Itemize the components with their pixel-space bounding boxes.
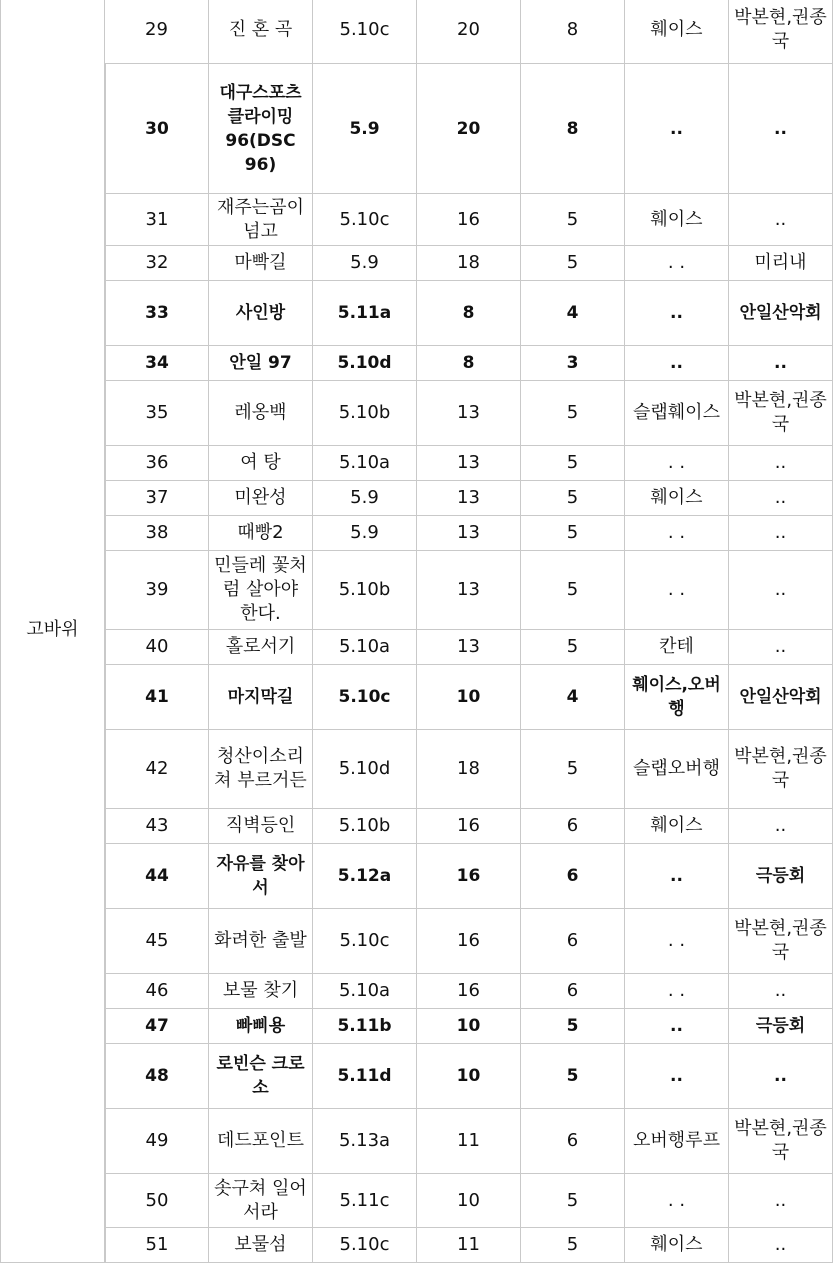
location-cell: 고바위 [0, 0, 105, 1263]
route-grade: 5.11b [313, 1009, 417, 1044]
route-grade: 5.11d [313, 1044, 417, 1109]
route-developer: .. [729, 516, 833, 551]
route-bolts: 5 [521, 194, 625, 246]
route-number: 32 [105, 246, 209, 281]
route-grade: 5.10c [313, 909, 417, 974]
route-feature: .. [625, 346, 729, 381]
route-bolts: 5 [521, 1044, 625, 1109]
route-developer: 박본현,권종국 [729, 909, 833, 974]
table-row [0, 1009, 833, 1044]
route-length: 13 [417, 381, 521, 446]
route-developer: .. [729, 1044, 833, 1109]
table-row [0, 516, 833, 551]
route-developer: 박본현,권종국 [729, 730, 833, 809]
route-feature: .. [625, 64, 729, 194]
route-number: 30 [105, 64, 209, 194]
table-row [0, 246, 833, 281]
route-grade: 5.10b [313, 381, 417, 446]
route-length: 13 [417, 551, 521, 630]
route-bolts: 6 [521, 974, 625, 1009]
route-number: 50 [105, 1174, 209, 1228]
route-grade: 5.10c [313, 0, 417, 64]
route-length: 13 [417, 481, 521, 516]
route-length: 13 [417, 516, 521, 551]
route-feature: 칸테 [625, 630, 729, 665]
table-row [0, 809, 833, 844]
route-bolts: 5 [521, 1228, 625, 1263]
route-feature: 훼이스 [625, 194, 729, 246]
route-name: 홀로서기 [209, 630, 313, 665]
route-length: 8 [417, 346, 521, 381]
table-row [0, 381, 833, 446]
route-bolts: 4 [521, 281, 625, 346]
route-number: 47 [105, 1009, 209, 1044]
route-name: 자유를 찾아서 [209, 844, 313, 909]
route-grade: 5.9 [313, 516, 417, 551]
route-feature: 훼이스 [625, 1228, 729, 1263]
route-feature: 훼이스 [625, 809, 729, 844]
route-developer: .. [729, 1228, 833, 1263]
route-number: 46 [105, 974, 209, 1009]
route-length: 16 [417, 809, 521, 844]
route-developer: 안일산악회 [729, 665, 833, 730]
route-grade: 5.9 [313, 246, 417, 281]
route-name: 레옹백 [209, 381, 313, 446]
table-row [0, 1044, 833, 1109]
route-length: 20 [417, 64, 521, 194]
route-bolts: 8 [521, 0, 625, 64]
route-developer: .. [729, 194, 833, 246]
route-name: 보물섬 [209, 1228, 313, 1263]
route-number: 45 [105, 909, 209, 974]
table-row [0, 909, 833, 974]
route-number: 42 [105, 730, 209, 809]
route-number: 43 [105, 809, 209, 844]
route-grade: 5.10a [313, 630, 417, 665]
table-row [0, 0, 833, 64]
route-bolts: 5 [521, 516, 625, 551]
route-developer: .. [729, 64, 833, 194]
route-name: 때빵2 [209, 516, 313, 551]
route-grade: 5.11c [313, 1174, 417, 1228]
route-grade: 5.9 [313, 481, 417, 516]
route-feature: 훼이스 [625, 0, 729, 64]
route-developer: 박본현,권종국 [729, 1109, 833, 1174]
route-feature: . . [625, 909, 729, 974]
route-grade: 5.10c [313, 194, 417, 246]
route-length: 20 [417, 0, 521, 64]
route-developer: .. [729, 446, 833, 481]
route-grade: 5.10a [313, 974, 417, 1009]
route-name: 사인방 [209, 281, 313, 346]
route-number: 29 [105, 0, 209, 64]
route-length: 10 [417, 1044, 521, 1109]
route-number: 36 [105, 446, 209, 481]
route-number: 48 [105, 1044, 209, 1109]
route-name: 대구스포츠클라이밍96(DSC 96) [209, 64, 313, 194]
table-row [0, 551, 833, 630]
route-grade: 5.9 [313, 64, 417, 194]
route-number: 34 [105, 346, 209, 381]
route-length: 11 [417, 1228, 521, 1263]
route-name: 보물 찾기 [209, 974, 313, 1009]
route-developer: 박본현,권종국 [729, 381, 833, 446]
table-row [0, 64, 833, 194]
route-feature: . . [625, 974, 729, 1009]
route-bolts: 5 [521, 730, 625, 809]
route-grade: 5.12a [313, 844, 417, 909]
route-developer: .. [729, 809, 833, 844]
route-feature: 오버행루프 [625, 1109, 729, 1174]
route-length: 8 [417, 281, 521, 346]
route-number: 37 [105, 481, 209, 516]
route-grade: 5.13a [313, 1109, 417, 1174]
table-row [0, 281, 833, 346]
route-developer: 박본현,권종국 [729, 0, 833, 64]
route-developer: 극등회 [729, 1009, 833, 1044]
route-length: 10 [417, 665, 521, 730]
route-length: 16 [417, 844, 521, 909]
route-developer: .. [729, 630, 833, 665]
route-name: 여 탕 [209, 446, 313, 481]
route-length: 13 [417, 446, 521, 481]
route-feature: 훼이스 [625, 481, 729, 516]
route-number: 33 [105, 281, 209, 346]
route-length: 18 [417, 246, 521, 281]
route-name: 화려한 출발 [209, 909, 313, 974]
route-developer: .. [729, 346, 833, 381]
route-length: 18 [417, 730, 521, 809]
route-developer: 안일산악회 [729, 281, 833, 346]
table-row [0, 446, 833, 481]
route-bolts: 4 [521, 665, 625, 730]
route-feature: . . [625, 1174, 729, 1228]
route-feature: 슬랩오버행 [625, 730, 729, 809]
route-bolts: 5 [521, 1009, 625, 1044]
route-name: 마빡길 [209, 246, 313, 281]
table-row [0, 665, 833, 730]
route-developer: .. [729, 1174, 833, 1228]
route-grade: 5.11a [313, 281, 417, 346]
route-number: 31 [105, 194, 209, 246]
route-length: 16 [417, 974, 521, 1009]
table-row [0, 630, 833, 665]
route-bolts: 6 [521, 909, 625, 974]
route-feature: .. [625, 281, 729, 346]
route-bolts: 5 [521, 551, 625, 630]
route-bolts: 6 [521, 809, 625, 844]
route-name: 재주는곰이넘고 [209, 194, 313, 246]
route-length: 13 [417, 630, 521, 665]
table-row [0, 844, 833, 909]
route-number: 41 [105, 665, 209, 730]
route-bolts: 5 [521, 1174, 625, 1228]
route-number: 35 [105, 381, 209, 446]
route-name: 미완성 [209, 481, 313, 516]
route-developer: 극등회 [729, 844, 833, 909]
route-name: 직벽등인 [209, 809, 313, 844]
table-row [0, 346, 833, 381]
route-length: 16 [417, 909, 521, 974]
route-grade: 5.10a [313, 446, 417, 481]
route-developer: .. [729, 551, 833, 630]
route-feature: 훼이스,오버행 [625, 665, 729, 730]
table-row [0, 1174, 833, 1228]
route-length: 10 [417, 1174, 521, 1228]
route-name: 민들레 꽃처럼 살아야 한다. [209, 551, 313, 630]
route-name: 로빈슨 크로소 [209, 1044, 313, 1109]
route-bolts: 8 [521, 64, 625, 194]
route-developer: 미리내 [729, 246, 833, 281]
route-name: 솟구쳐 일어서라 [209, 1174, 313, 1228]
route-number: 44 [105, 844, 209, 909]
route-feature: . . [625, 246, 729, 281]
route-feature: .. [625, 844, 729, 909]
route-feature: . . [625, 516, 729, 551]
route-grade: 5.10d [313, 730, 417, 809]
route-name: 청산이소리쳐 부르거든 [209, 730, 313, 809]
route-length: 11 [417, 1109, 521, 1174]
route-grade: 5.10b [313, 809, 417, 844]
table-row [0, 730, 833, 809]
route-feature: 슬랩훼이스 [625, 381, 729, 446]
route-number: 49 [105, 1109, 209, 1174]
route-grade: 5.10d [313, 346, 417, 381]
route-number: 38 [105, 516, 209, 551]
route-bolts: 5 [521, 446, 625, 481]
route-bolts: 6 [521, 844, 625, 909]
route-developer: .. [729, 481, 833, 516]
route-length: 10 [417, 1009, 521, 1044]
route-name: 빠삐용 [209, 1009, 313, 1044]
route-name: 데드포인트 [209, 1109, 313, 1174]
route-bolts: 5 [521, 630, 625, 665]
table-row [0, 974, 833, 1009]
route-grade: 5.10b [313, 551, 417, 630]
table-row [0, 481, 833, 516]
route-feature: . . [625, 446, 729, 481]
route-length: 16 [417, 194, 521, 246]
route-number: 51 [105, 1228, 209, 1263]
route-number: 39 [105, 551, 209, 630]
table-row [0, 1228, 833, 1263]
table-row [0, 194, 833, 246]
route-bolts: 5 [521, 246, 625, 281]
route-feature: .. [625, 1009, 729, 1044]
route-grade: 5.10c [313, 1228, 417, 1263]
route-name: 안일 97 [209, 346, 313, 381]
route-bolts: 5 [521, 481, 625, 516]
route-feature: . . [625, 551, 729, 630]
route-bolts: 6 [521, 1109, 625, 1174]
route-number: 40 [105, 630, 209, 665]
table-row [0, 1109, 833, 1174]
route-grade: 5.10c [313, 665, 417, 730]
route-bolts: 3 [521, 346, 625, 381]
route-bolts: 5 [521, 381, 625, 446]
route-name: 마지막길 [209, 665, 313, 730]
route-name: 진 혼 곡 [209, 0, 313, 64]
route-feature: .. [625, 1044, 729, 1109]
route-developer: .. [729, 974, 833, 1009]
